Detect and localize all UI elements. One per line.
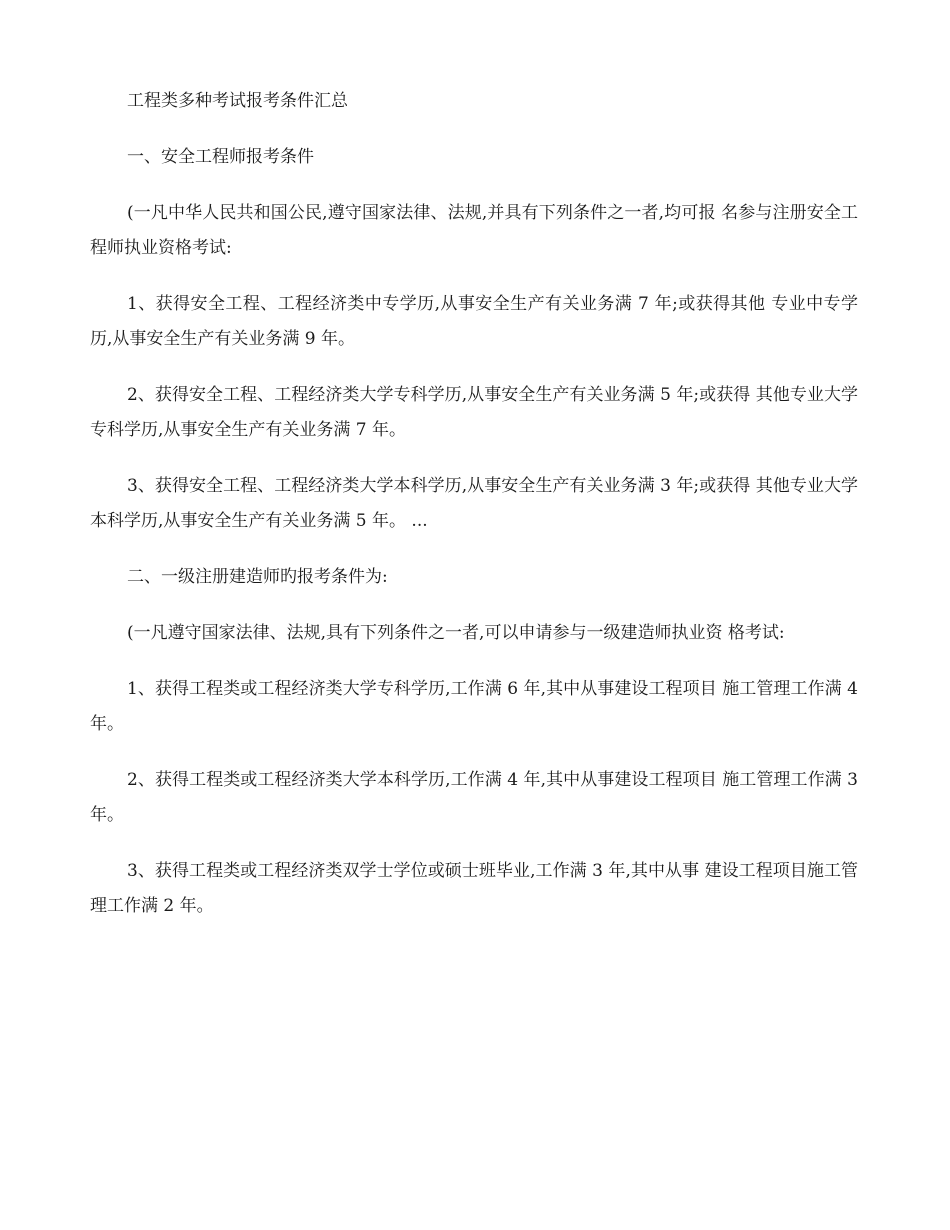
paragraph-safety-intro: (一凡中华人民共和国公民,遵守国家法律、法规,并具有下列条件之一者,均可报 名参与注册安全工程师执业资格考试: [90, 203, 858, 258]
section-heading-safety-engineer: 一、安全工程师报考条件 [127, 147, 314, 167]
paragraph-safety-item-2: 2、获得安全工程、工程经济类大学专科学历,从事安全生产有关业务满 5 年;或获得 其他专业大学专科学历,从事安全生产有关业务满 7 年。 [90, 385, 858, 440]
section-heading-constructor: 二、一级注册建造师旳报考条件为: [127, 567, 388, 587]
paragraph-constructor-item-3: 3、获得工程类或工程经济类双学士学位或硕士班毕业,工作满 3 年,其中从事 建设工程项目施工管理工作满 2 年。 [90, 861, 858, 916]
paragraph-safety-item-1: 1、获得安全工程、工程经济类中专学历,从事安全生产有关业务满 7 年;或获得其他 专业中专学历,从事安全生产有关业务满 9 年。 [90, 294, 858, 349]
paragraph-safety-item-3: 3、获得安全工程、工程经济类大学本科学历,从事安全生产有关业务满 3 年;或获得 其他专业大学本科学历,从事安全生产有关业务满 5 年。 ... [90, 476, 858, 531]
paragraph-constructor-intro: (一凡遵守国家法律、法规,具有下列条件之一者,可以申请参与一级建造师执业资 格考试: [127, 623, 785, 643]
document-body [90, 84, 858, 924]
paragraph-constructor-item-1: 1、获得工程类或工程经济类大学专科学历,工作满 6 年,其中从事建设工程项目 施工管理工作满 4 年。 [90, 679, 858, 734]
paragraph-constructor-item-2: 2、获得工程类或工程经济类大学本科学历,工作满 4 年,其中从事建设工程项目 施工管理工作满 3 年。 [90, 770, 858, 825]
document-title: 工程类多种考试报考条件汇总 [127, 91, 348, 111]
